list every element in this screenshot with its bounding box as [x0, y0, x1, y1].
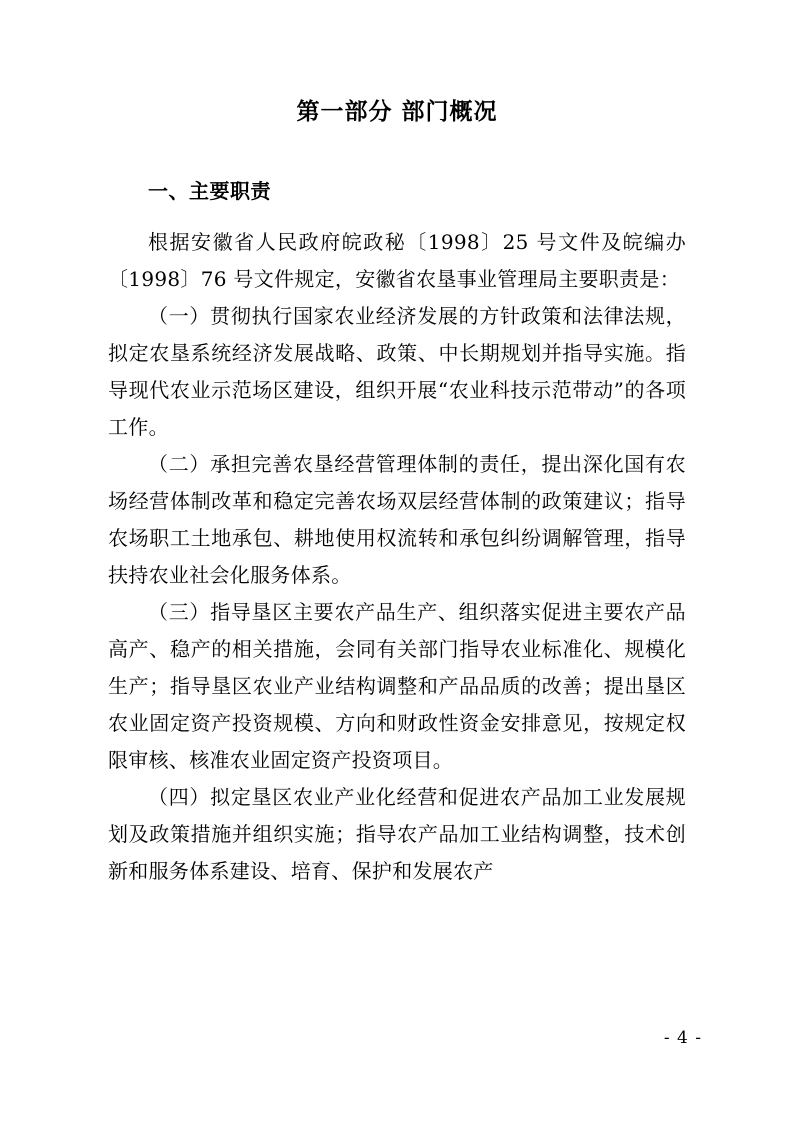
page-content: [108, 0, 686, 890]
page-title: 第一部分 部门概况: [296, 98, 498, 125]
paragraph: （二）承担完善农垦经营管理体制的责任，提出深化国有农场经营体制改革和稳定完善农场双层经营体制的政策建议；指导农场职工土地承包、耕地使用权流转和承包纠纷调解管理，指导扶持农业社会化服务体系。: [108, 452, 686, 588]
page-number: - 4 -: [663, 1028, 702, 1048]
section-heading-main-duties: 一、主要职责: [148, 179, 271, 204]
paragraph: （四）拟定垦区农业产业化经营和促进农产品加工业发展规划及政策措施并组织实施；指导农产品加工业结构调整，技术创新和服务体系建设、培育、保护和发展农产: [108, 785, 686, 884]
paragraph: （一）贯彻执行国家农业经济发展的方针政策和法律法规，拟定农垦系统经济发展战略、政策、中长期规划并指导实施。指导现代农业示范场区建设，组织开展“农业科技示范带动”的各项工作。: [108, 304, 686, 440]
paragraph: 根据安徽省人民政府皖政秘〔1998〕25 号文件及皖编办〔1998〕76 号文件规定，安徽省农垦事业管理局主要职责是：: [108, 230, 686, 292]
paragraph: （三）指导垦区主要农产品生产、组织落实促进主要农产品高产、稳产的相关措施，会同有关部门指导农业标准化、规模化生产；指导垦区农业产业结构调整和产品品质的改善；提出垦区农业固定资产投资规模、方向和财政性资金安排意见，按规定权限审核、核准农业固定资产投资项目。: [108, 600, 686, 773]
